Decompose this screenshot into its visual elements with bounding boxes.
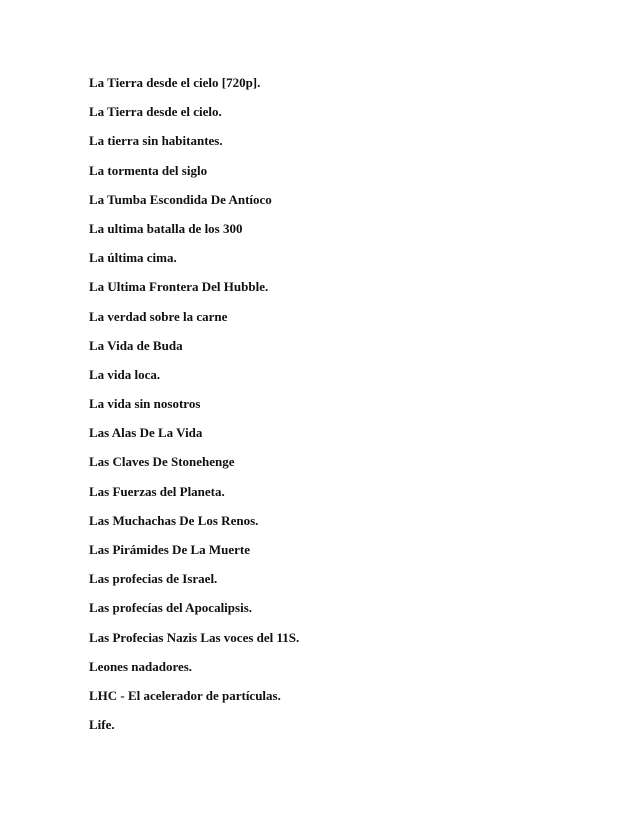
- list-item: Las Fuerzas del Planeta.: [89, 483, 225, 499]
- list-item: Life.: [89, 717, 115, 733]
- list-item: Las Profecias Nazis Las voces del 11S.: [89, 629, 300, 645]
- list-item: Las Claves De Stonehenge: [89, 454, 235, 470]
- list-item: La Tierra desde el cielo.: [89, 104, 222, 120]
- list-item: Las Alas De La Vida: [89, 425, 203, 441]
- list-item: Las Pirámides De La Muerte: [89, 542, 251, 557]
- list-item: La tierra sin habitantes.: [89, 133, 223, 149]
- list-item: La Tierra desde el cielo [720p].: [89, 75, 261, 90]
- list-item: La Ultima Frontera Del Hubble.: [89, 279, 269, 295]
- list-item: La tormenta del siglo: [89, 162, 208, 178]
- list-item: La vida loca.: [89, 366, 161, 382]
- list-item: Las Muchachas De Los Renos.: [89, 512, 259, 528]
- list-item: La última cima.: [89, 250, 177, 266]
- list-item: La Tumba Escondida De Antíoco: [89, 191, 272, 207]
- list-item: Leones nadadores.: [89, 658, 193, 674]
- list-item: La vida sin nosotros: [89, 396, 201, 412]
- list-item: LHC - El acelerador de partículas.: [89, 687, 281, 703]
- title-list: [89, 68, 299, 739]
- list-item: La verdad sobre la carne: [89, 308, 228, 324]
- list-item: Las profecias de Israel.: [89, 571, 218, 587]
- list-item: La ultima batalla de los 300: [89, 220, 243, 236]
- list-item: La Vida de Buda: [89, 337, 183, 353]
- list-item: Las profecías del Apocalipsis.: [89, 600, 253, 616]
